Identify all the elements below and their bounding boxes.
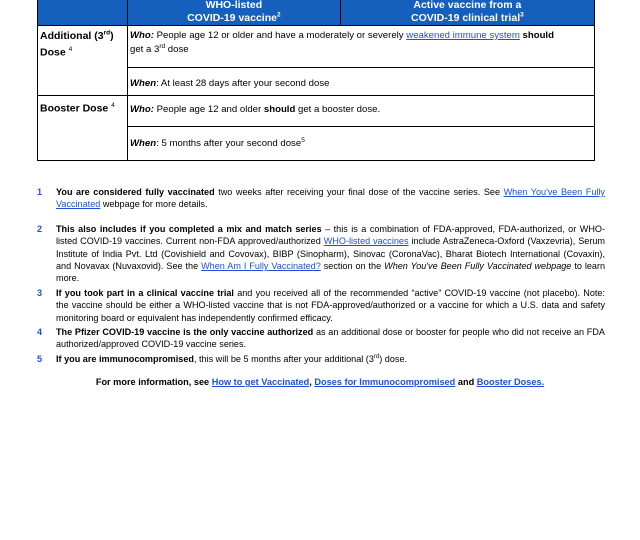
header-who-note: 2 — [276, 11, 281, 19]
fully-vaccinated-link[interactable]: When You've Been Fully Vaccinated — [56, 187, 605, 210]
booster-doses-link[interactable]: Booster Doses. — [476, 377, 545, 387]
footnote-number: 2 — [37, 223, 43, 234]
additional-who-row — [38, 26, 595, 68]
additional-when-cell: When: At least 28 days after your second dose — [128, 68, 595, 96]
booster-when-cell: When: 5 months after your second dose$^5$ — [128, 127, 595, 161]
footnote-number: 5 — [37, 353, 43, 364]
header-who-line1: WHO-listed — [205, 0, 263, 11]
additional-who-cell: Who: People age 12 or older and have a moderately or severely weakened immune system should get a 3rd dose — [128, 26, 595, 68]
header-blank-cell — [38, 0, 128, 26]
more-information-line: For more information, see How to get Vaccinated, Doses for Immunocompromised and Booster Doses. — [95, 377, 545, 387]
footnote-number: 1 — [37, 187, 43, 197]
footnote-number: 4 — [37, 327, 43, 338]
header-trial-line1: Active vaccine from a — [413, 0, 522, 11]
footnotes — [37, 186, 605, 373]
header-trial-line2: COVID-19 clinical trial — [410, 12, 521, 24]
footnote-3: 3 If you took part in a clinical vaccine trial and you received all of the recommended “active” COVID-19 vaccine (not placebo). Note: the vaccine should be either a WHO-listed vaccine that is not FDA-approved/authorized or a vaccine for which a U.S. data and safety monitoring board or equivalent has independently confirmed efficacy. — [37, 287, 605, 323]
vaccine-dose-table — [37, 0, 595, 161]
header-trial-note: 3 — [520, 11, 524, 19]
header-who-line2: COVID-19 vaccine — [187, 12, 277, 24]
additional-dose-label: Additional (3rd) Dose $^4$ — [38, 26, 128, 96]
footnote-number: 3 — [37, 287, 43, 298]
footnote-2: 2 This also includes if you completed a mix and match series – this is a combination of FDA-approved, FDA-authorized, or WHO-listed COVID-19 vaccines. Current non-FDA approved/authorized WHO-listed vaccines include AstraZeneca-Oxford (Vaxzevria), Serum Institute of India Pvt. Ltd (Covishield and Covovax), BIBP (Sinopharm), Sinovac (CoronaVac), Bharat Biotech International (Covaxin), and Novavax (Nuvaxovid). See the When Am I Fully Vaccinated? section on the When You've Been Fully Vaccinated webpage to learn more. — [37, 223, 606, 284]
footnote-4: 4 The Pfizer COVID-19 vaccine is the only vaccine authorized as an additional dose or booster for people who did not receive an FDA authorized/approved COVID-19 vaccine series. — [37, 327, 605, 350]
header-who-listed — [128, 0, 341, 26]
who-listed-vaccines-link[interactable]: WHO-listed vaccines — [323, 236, 409, 247]
how-to-get-vaccinated-link[interactable]: How to get Vaccinated — [211, 377, 310, 387]
booster-who-cell: Who: People age 12 and older should get a booster dose. — [128, 96, 595, 127]
footnote-5: 5 If you are immunocompromised, this will be 5 months after your additional (3rd) dose. — [37, 353, 408, 364]
when-am-i-fully-vaccinated-link[interactable]: When Am I Fully Vaccinated? — [201, 261, 321, 272]
booster-who-row — [38, 96, 595, 127]
footnote-1: 1 You are considered fully vaccinated two weeks after receiving your final dose of the vaccine series. See When You've Been Fully Vaccinated webpage for more details. — [37, 187, 605, 210]
booster-dose-label: Booster Dose $^4$ — [38, 96, 128, 161]
weakened-immune-system-link[interactable]: weakened immune system — [406, 30, 520, 41]
booster-footnote-ref: 4 — [111, 102, 115, 109]
table-header-row — [38, 0, 595, 26]
additional-footnote-ref: 4 — [68, 46, 73, 53]
header-clinical-trial — [340, 0, 594, 26]
doses-for-immunocompromised-link[interactable]: Doses for Immunocompromised — [314, 377, 456, 387]
